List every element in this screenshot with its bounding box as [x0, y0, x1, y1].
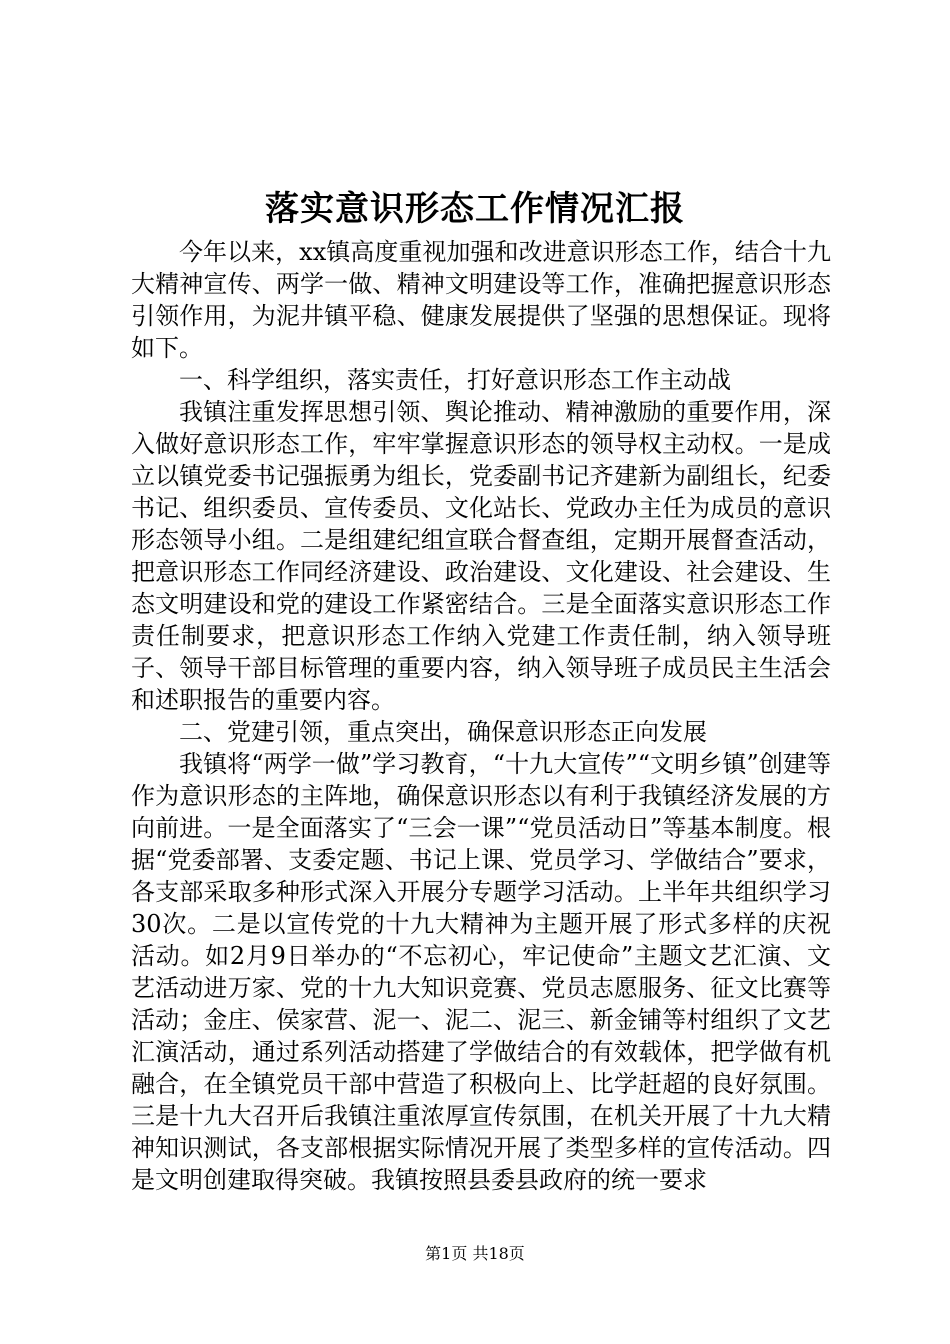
paragraph-section-2: 我镇将“两学一做”学习教育，“十九大宣传”“文明乡镇”创建等作为意识形态的主阵地，确保意识形态以有利于我镇经济发展的方向前进。一是全面落实了“三会一课”“党员活动日”等基本制度。根据“党委部署、支委定题、书记上课、党员学习、学做结合”要求，各支部采取多种形式深入开展分专题学习活动。上半年共组织学习30次。二是以宣传党的十九大精神为主题开展了形式多样的庆祝活动。如2月9日举办的“不忘初心，牢记使命”主题文艺汇演、文艺活动进万家、党的十九大知识竞赛、党员志愿服务、征文比赛等活动；金庄、侯家营、泥一、泥二、泥三、新金铺等村组织了文艺汇演活动，通过系列活动搭建了学做结合的有效载体，把学做有机融合，在全镇党员干部中营造了积极向上、比学赶超的良好氛围。三是十九大召开后我镇注重浓厚宣传氛围，在机关开展了十九大精神知识测试，各支部根据实际情况开展了类型多样的宣传活动。四是文明创建取得突破。我镇按照县委县政府的统一要求 [131, 750, 831, 1194]
paragraph-intro: 今年以来，xx镇高度重视加强和改进意识形态工作，结合十九大精神宣传、两学一做、精神文明建设等工作，准确把握意识形态引领作用，为泥井镇平稳、健康发展提供了坚强的思想保证。现将如下。 [131, 238, 831, 362]
paragraph-section-1: 我镇注重发挥思想引领、舆论推动、精神激励的重要作用，深入做好意识形态工作，牢牢掌握意识形态的领导权主动权。一是成立以镇党委书记强振勇为组长，党委副书记齐建新为副组长，纪委书记、组织委员、宣传委员、文化站长、党政办主任为成员的意识形态领导小组。二是组建纪组宣联合督查组，定期开展督查活动，把意识形态工作同经济建设、政治建设、文化建设、社会建设、生态文明建设和党的建设工作紧密结合。三是全面落实意识形态工作责任制要求，把意识形态工作纳入党建工作责任制，纳入领导班子、领导干部目标管理的重要内容，纳入领导班子成员民主生活会和述职报告的重要内容。 [131, 398, 831, 714]
page-number: 第1页 共18页 [425, 1244, 525, 1263]
document-body [131, 236, 831, 1196]
section-heading-1: 一、科学组织，落实责任，打好意识形态工作主动战 [179, 366, 731, 394]
section-heading-2: 二、党建引领，重点突出，确保意识形态正向发展 [179, 718, 707, 746]
document-title: 落实意识形态工作情况汇报 [265, 189, 685, 229]
